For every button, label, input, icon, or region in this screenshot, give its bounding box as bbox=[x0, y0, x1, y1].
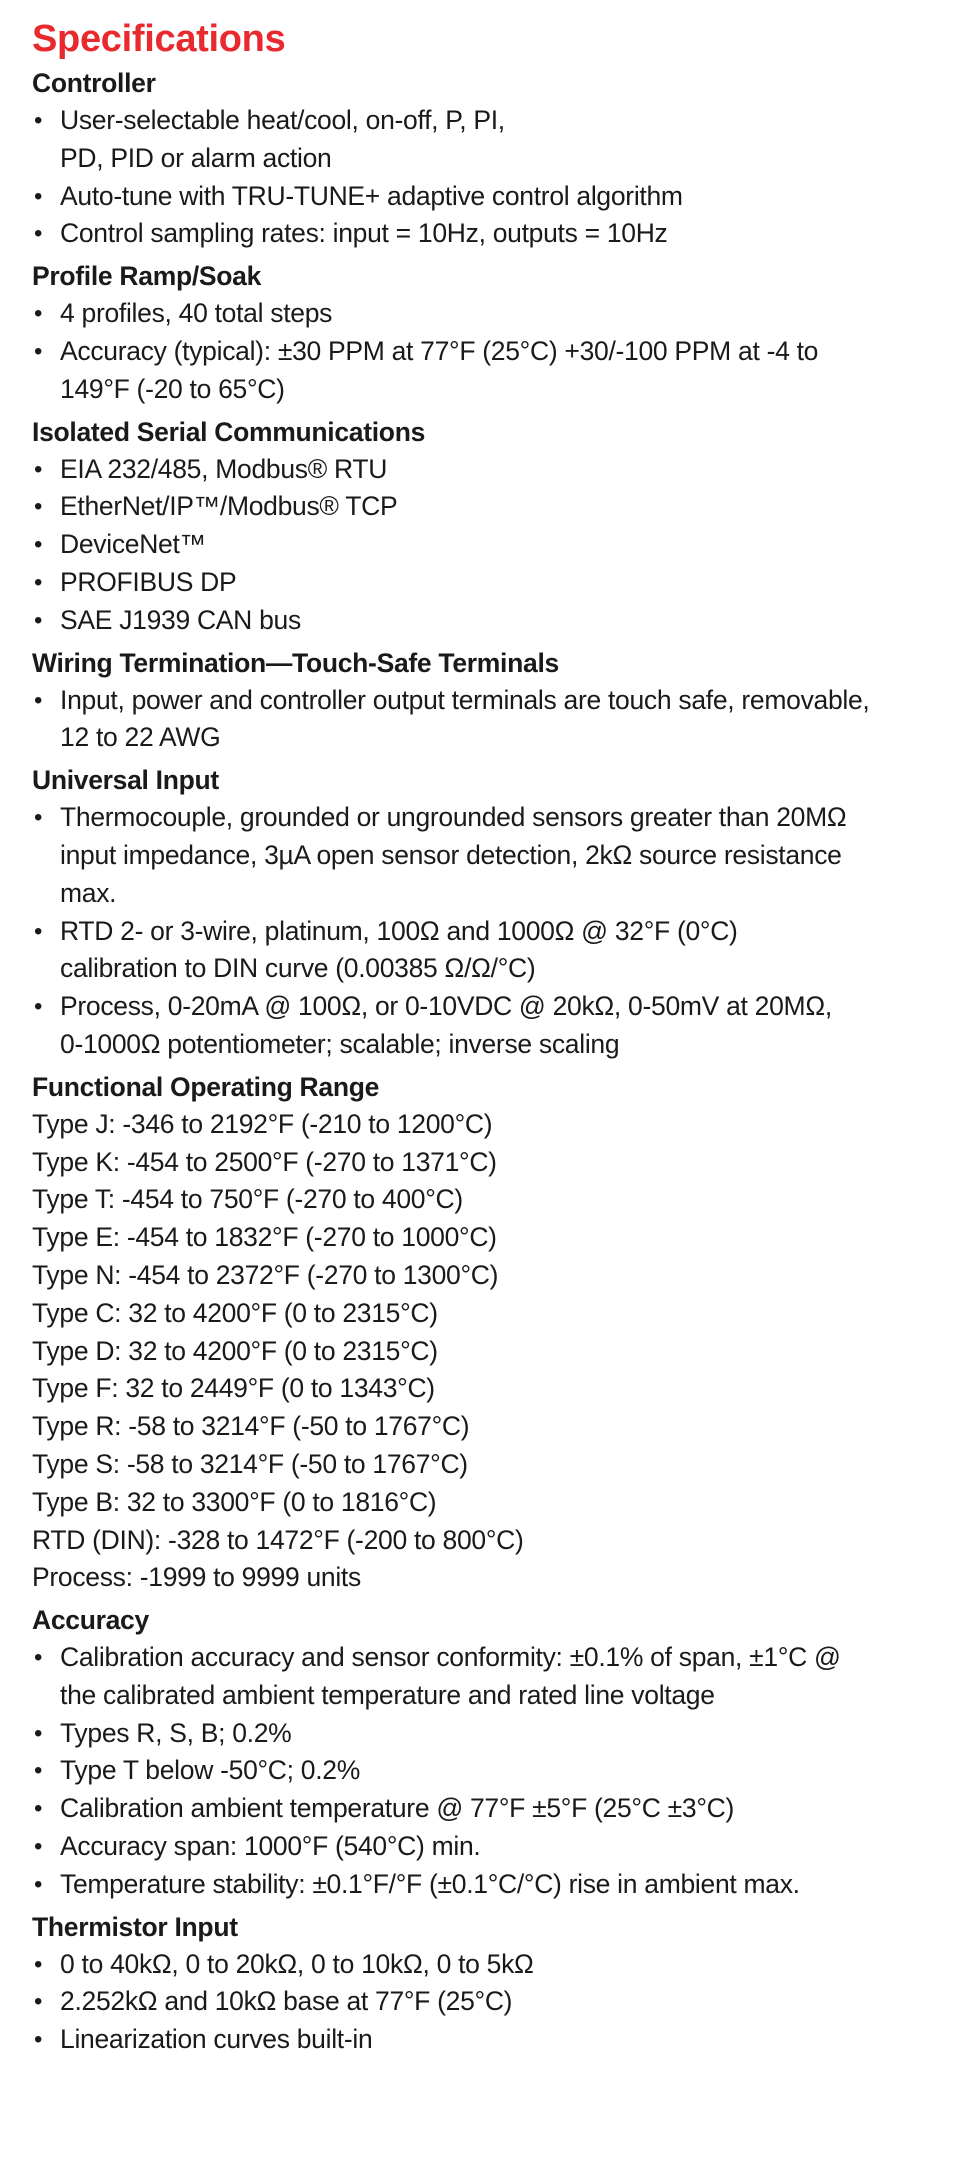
list-item: • PROFIBUS DP bbox=[32, 564, 890, 602]
list-item: • Types R, S, B; 0.2% bbox=[32, 1715, 890, 1753]
list-item: • Control sampling rates: input = 10Hz, outputs = 10Hz bbox=[32, 215, 890, 253]
list-item: • Accuracy span: 1000°F (540°C) min. bbox=[32, 1828, 890, 1866]
section-heading: Isolated Serial Communications bbox=[32, 416, 426, 447]
section-profile-ramp-soak bbox=[32, 257, 960, 408]
section-heading: Profile Ramp/Soak bbox=[32, 261, 262, 292]
bullet-list bbox=[32, 1639, 960, 1904]
list-item: • Auto-tune with TRU-TUNE+ adaptive control algorithm bbox=[32, 178, 890, 216]
range-item: Type J: -346 to 2192°F (-210 to 1200°C) bbox=[32, 1108, 493, 1139]
list-item: • 0 to 40kΩ, 0 to 20kΩ, 0 to 10kΩ, 0 to 5kΩ bbox=[32, 1946, 890, 1984]
page-title: Specifications bbox=[32, 18, 286, 60]
range-list bbox=[32, 1106, 960, 1597]
section-heading: Accuracy bbox=[32, 1605, 149, 1636]
list-item: • Linearization curves built-in bbox=[32, 2021, 890, 2059]
section-heading: Thermistor Input bbox=[32, 1911, 238, 1942]
range-item: Type C: 32 to 4200°F (0 to 2315°C) bbox=[32, 1297, 438, 1328]
range-item: Type T: -454 to 750°F (-270 to 400°C) bbox=[32, 1184, 463, 1215]
section-thermistor-input bbox=[32, 1908, 960, 2059]
range-item: RTD (DIN): -328 to 1472°F (-200 to 800°C) bbox=[32, 1524, 524, 1555]
range-item: Type R: -58 to 3214°F (-50 to 1767°C) bbox=[32, 1411, 470, 1442]
list-item: • Process, 0-20mA @ 100Ω, or 0-10VDC @ 20kΩ, 0-50mV at 20MΩ, 0-1000Ω potentiometer; scalable; inverse scaling bbox=[32, 988, 860, 1064]
bullet-list bbox=[32, 295, 960, 408]
section-wiring-termination bbox=[32, 644, 960, 758]
range-item: Type F: 32 to 2449°F (0 to 1343°C) bbox=[32, 1373, 435, 1404]
list-item: • Temperature stability: ±0.1°F/°F (±0.1°C/°C) rise in ambient max. bbox=[32, 1866, 870, 1904]
range-item: Type B: 32 to 3300°F (0 to 1816°C) bbox=[32, 1486, 437, 1517]
bullet-list bbox=[32, 799, 960, 1064]
list-item: • Input, power and controller output terminals are touch safe, removable, 12 to 22 AWG bbox=[32, 682, 890, 758]
bullet-list bbox=[32, 102, 960, 253]
list-item: • Thermocouple, grounded or ungrounded sensors greater than 20MΩ input impedance, 3µA open sensor detection, 2kΩ source resistance max. bbox=[32, 799, 850, 912]
list-item: • Calibration ambient temperature @ 77°F ±5°F (25°C ±3°C) bbox=[32, 1790, 890, 1828]
list-item: • DeviceNet™ bbox=[32, 526, 890, 564]
bullet-list bbox=[32, 1946, 960, 2059]
section-heading: Controller bbox=[32, 68, 156, 98]
bullet-list bbox=[32, 451, 960, 640]
list-item: • Type T below -50°C; 0.2% bbox=[32, 1752, 890, 1790]
list-item: • 4 profiles, 40 total steps bbox=[32, 295, 890, 333]
section-functional-operating-range bbox=[32, 1068, 960, 1597]
list-item: • Accuracy (typical): ±30 PPM at 77°F (25°C) +30/-100 PPM at -4 to 149°F (-20 to 65°C) bbox=[32, 333, 860, 409]
list-item: • EIA 232/485, Modbus® RTU bbox=[32, 451, 890, 489]
list-item: • Calibration accuracy and sensor conformity: ±0.1% of span, ±1°C @ the calibrated ambient temperature and rated line voltage bbox=[32, 1639, 870, 1715]
bullet-list bbox=[32, 682, 960, 758]
section-heading: Wiring Termination—Touch-Safe Terminals bbox=[32, 647, 559, 678]
section-serial-communications bbox=[32, 413, 960, 640]
section-universal-input bbox=[32, 761, 960, 1064]
section-heading: Universal Input bbox=[32, 765, 219, 796]
list-item: • EtherNet/IP™/Modbus® TCP bbox=[32, 488, 890, 526]
range-item: Type D: 32 to 4200°F (0 to 2315°C) bbox=[32, 1335, 438, 1366]
list-item: • 2.252kΩ and 10kΩ base at 77°F (25°C) bbox=[32, 1983, 890, 2021]
range-item: Process: -1999 to 9999 units bbox=[32, 1562, 361, 1593]
list-item: • RTD 2- or 3-wire, platinum, 100Ω and 1000Ω @ 32°F (0°C) calibration to DIN curve (0.00385 Ω/Ω/°C) bbox=[32, 913, 850, 989]
list-item: • User-selectable heat/cool, on-off, P, PI, PD, PID or alarm action bbox=[32, 102, 530, 178]
range-item: Type S: -58 to 3214°F (-50 to 1767°C) bbox=[32, 1448, 468, 1479]
section-heading: Functional Operating Range bbox=[32, 1071, 380, 1102]
section-controller bbox=[32, 64, 960, 253]
range-item: Type E: -454 to 1832°F (-270 to 1000°C) bbox=[32, 1222, 497, 1253]
range-item: Type K: -454 to 2500°F (-270 to 1371°C) bbox=[32, 1146, 497, 1177]
list-item: • SAE J1939 CAN bus bbox=[32, 602, 890, 640]
section-accuracy bbox=[32, 1601, 960, 1904]
range-item: Type N: -454 to 2372°F (-270 to 1300°C) bbox=[32, 1259, 499, 1290]
